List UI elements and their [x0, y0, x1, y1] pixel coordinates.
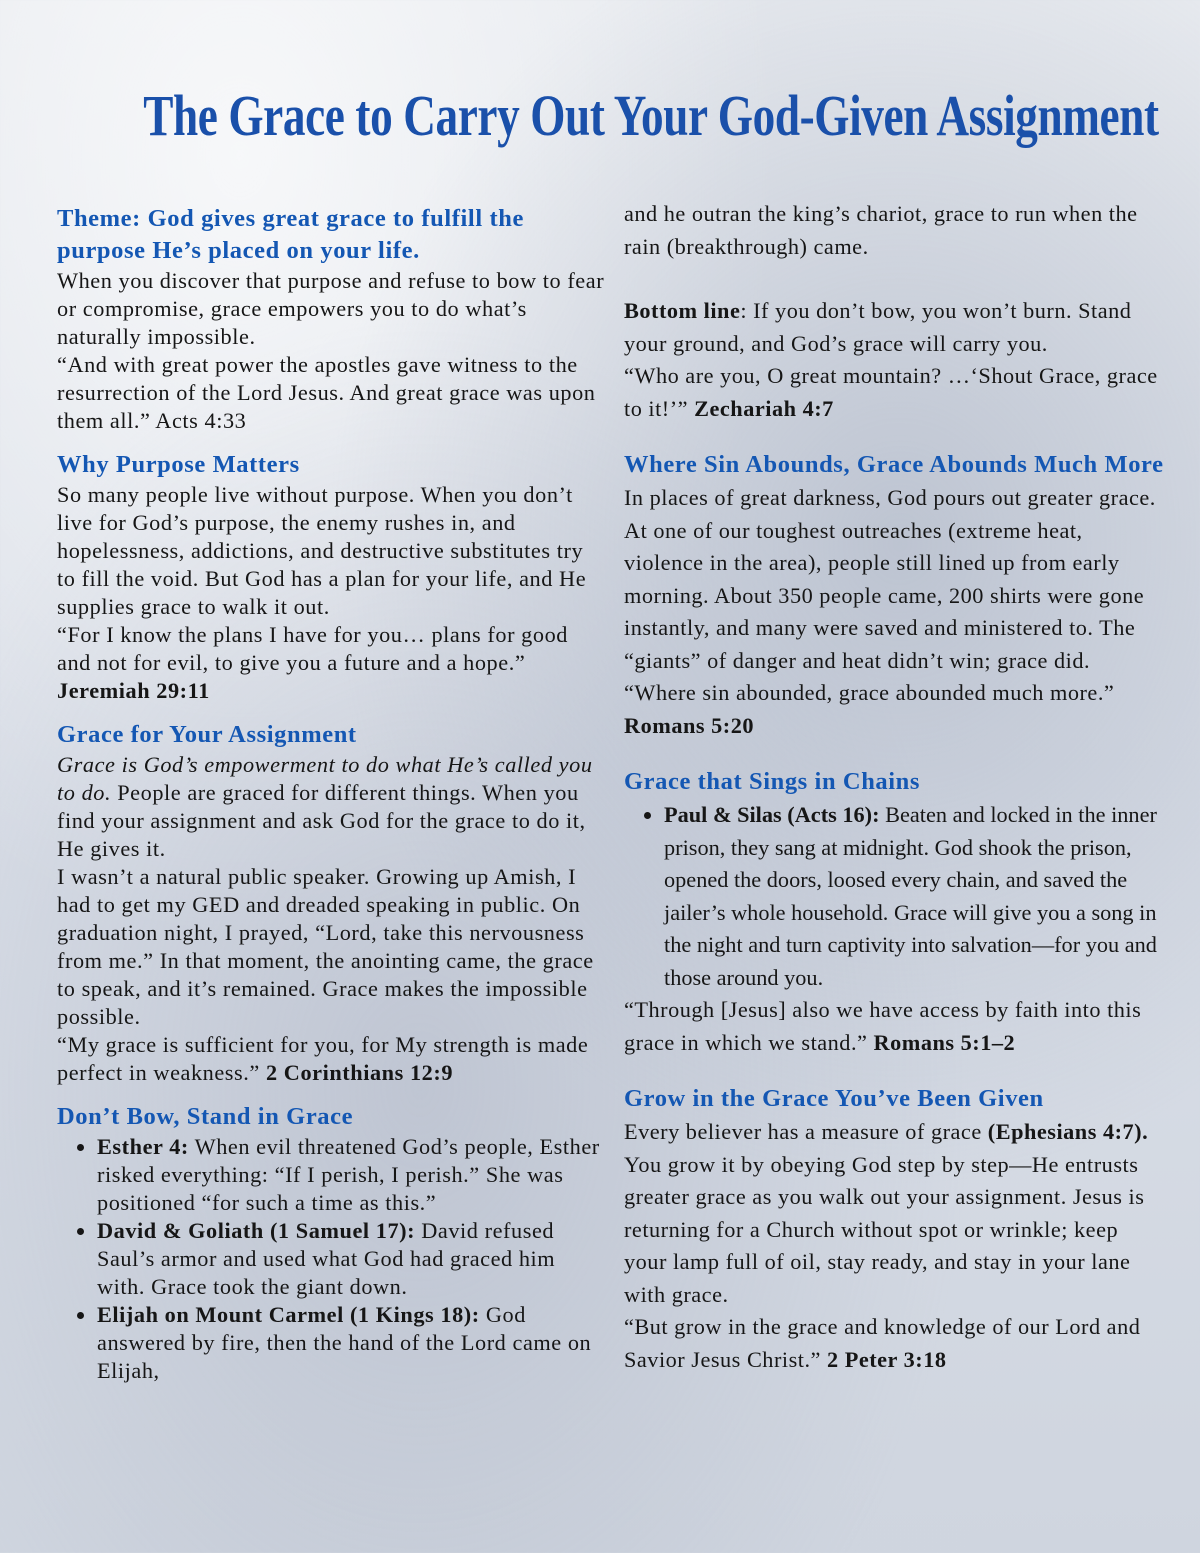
paragraph: [624, 198, 1164, 263]
bullet-list: [57, 1133, 605, 1385]
text-segment: In places of great darkness, God pours out greater grace. At one of our toughest outreaches (extreme heat, violence in the area), people still lined up from early morning. About 350 people came, 200 shirts were gone instantly, and many were saved and ministered to. The “giants” of danger and heat didn’t win; grace did.: [624, 485, 1156, 673]
text-segment: You grow it by obeying God step by step—He entrusts greater grace as you walk out your assignment. Jesus is returning for a Church without spot or wrinkle; keep your lamp full of oil, stay ready, and stay in your lane with grace.: [624, 1151, 1145, 1307]
section-heading: Where Sin Abounds, Grace Abounds Much More: [624, 451, 1164, 478]
italic-text: Grace is God’s empowerment to do what He’s called you to do.: [57, 752, 593, 805]
text-segment: “Where sin abounded, grace abounded much more.”: [624, 680, 1115, 705]
section-heading: Grow in the Grace You’ve Been Given: [624, 1085, 1044, 1112]
bold-text: Zechariah 4:7: [694, 395, 834, 421]
text-segment: People are graced for different things. When you find your assignment and ask God for the grace to do it, He gives it.: [57, 780, 586, 861]
text-segment: When you discover that purpose and refuse to bow to fear or compromise, grace empowers you to do what’s naturally impossible.: [57, 268, 605, 349]
section-heading: Don’t Bow, Stand in Grace: [57, 1103, 354, 1130]
paragraph: [624, 295, 1164, 360]
section-heading: Theme: God gives great grace to fulfill the purpose He’s placed on your life.: [57, 205, 524, 264]
bold-text: Bottom line: [624, 298, 741, 323]
list-item: [664, 799, 1164, 994]
section-heading: Grace that Sings in Chains: [624, 768, 921, 795]
text-segment: “Who are you, O great mountain? …‘Shout Grace, grace to it!’”: [624, 363, 1158, 421]
bold-text: (Ephesians 4:7).: [987, 1119, 1149, 1144]
text-segment: Beaten and locked in the inner prison, they sang at midnight. God shook the prison, opened the doors, loosed every chain, and saved the jailer’s whole household. Grace will give you a song in the night and turn captivity into salvation—for you and those around you.: [664, 802, 1157, 990]
text-segment: “And with great power the apostles gave witness to the resurrection of the Lord Jesus. And great grace was upon them all.” Acts 4:33: [57, 352, 596, 433]
text-segment: When evil threatened God’s people, Esther risked everything: “If I perish, I perish.” She was positioned “for such a time as this.”: [97, 1134, 600, 1215]
bullet-list: [624, 799, 1164, 994]
text-segment: David refused Saul’s armor and used what God had graced him with. Grace took the giant down.: [97, 1218, 556, 1299]
section-heading: Grace for Your Assignment: [57, 721, 357, 748]
bold-text: 2 Corinthians 12:9: [265, 1060, 454, 1085]
bold-text: Romans 5:1–2: [873, 1029, 1016, 1055]
paragraph: [57, 751, 605, 863]
paragraph: [57, 481, 605, 621]
left-column: [57, 203, 605, 1385]
bold-text: Paul & Silas (Acts 16):: [664, 802, 880, 827]
bold-text: 2 Peter 3:18: [827, 1346, 947, 1372]
paragraph: [624, 482, 1164, 677]
list-item: [97, 1217, 605, 1301]
text-segment: “Through [Jesus] also we have access by faith into this grace in which we stand.”: [624, 997, 1142, 1055]
paragraph: [57, 863, 605, 1031]
paragraph: [57, 621, 605, 705]
section-heading: Why Purpose Matters: [57, 451, 300, 478]
page-title: The Grace to Carry Out Your God-Given Assignment: [143, 83, 1159, 148]
text-segment: So many people live without purpose. When you don’t live for God’s purpose, the enemy rushes in, and hopelessness, addictions, and destructive substitutes try to fill the void. But God has a plan for your life, and He supplies grace to walk it out.: [57, 482, 587, 619]
bold-text: Esther 4:: [97, 1134, 189, 1159]
text-segment: and he outran the king’s chariot, grace to run when the rain (breakthrough) came.: [624, 201, 1138, 259]
bold-text: Elijah on Mount Carmel (1 Kings 18):: [97, 1302, 480, 1327]
paragraph: [57, 1031, 605, 1087]
paragraph: [624, 677, 1164, 742]
right-column: [624, 198, 1164, 1376]
text-segment: “But grow in the grace and knowledge of our Lord and Savior Jesus Christ.”: [624, 1314, 1141, 1372]
text-segment: “My grace is sufficient for you, for My strength is made perfect in weakness.”: [57, 1032, 589, 1085]
paragraph: [624, 360, 1164, 425]
bold-text: David & Goliath (1 Samuel 17):: [97, 1218, 416, 1243]
text-segment: “For I know the plans I have for you… plans for good and not for evil, to give you a future and a hope.”: [57, 622, 568, 675]
paragraph: [624, 994, 1164, 1059]
page-title-wrap: [0, 82, 1200, 149]
paragraph: [57, 267, 605, 351]
paragraph: [624, 1116, 1164, 1311]
bold-text: Romans 5:20: [624, 712, 754, 738]
bold-text: Jeremiah 29:11: [57, 678, 210, 703]
list-item: [97, 1301, 605, 1385]
text-segment: : If you don’t bow, you won’t burn. Stand your ground, and God’s grace will carry you.: [624, 298, 1132, 356]
list-item: [97, 1133, 605, 1217]
text-segment: God answered by fire, then the hand of the Lord came on Elijah,: [97, 1302, 592, 1383]
paragraph: [624, 1311, 1164, 1376]
paragraph: [57, 351, 605, 435]
text-segment: I wasn’t a natural public speaker. Growing up Amish, I had to get my GED and dreaded speaking in public. On graduation night, I prayed, “Lord, take this nervousness from me.” In that moment, the anointing came, the grace to speak, and it’s remained. Grace makes the impossible possible.: [57, 864, 594, 1029]
text-segment: Every believer has a measure of grace: [624, 1119, 988, 1144]
